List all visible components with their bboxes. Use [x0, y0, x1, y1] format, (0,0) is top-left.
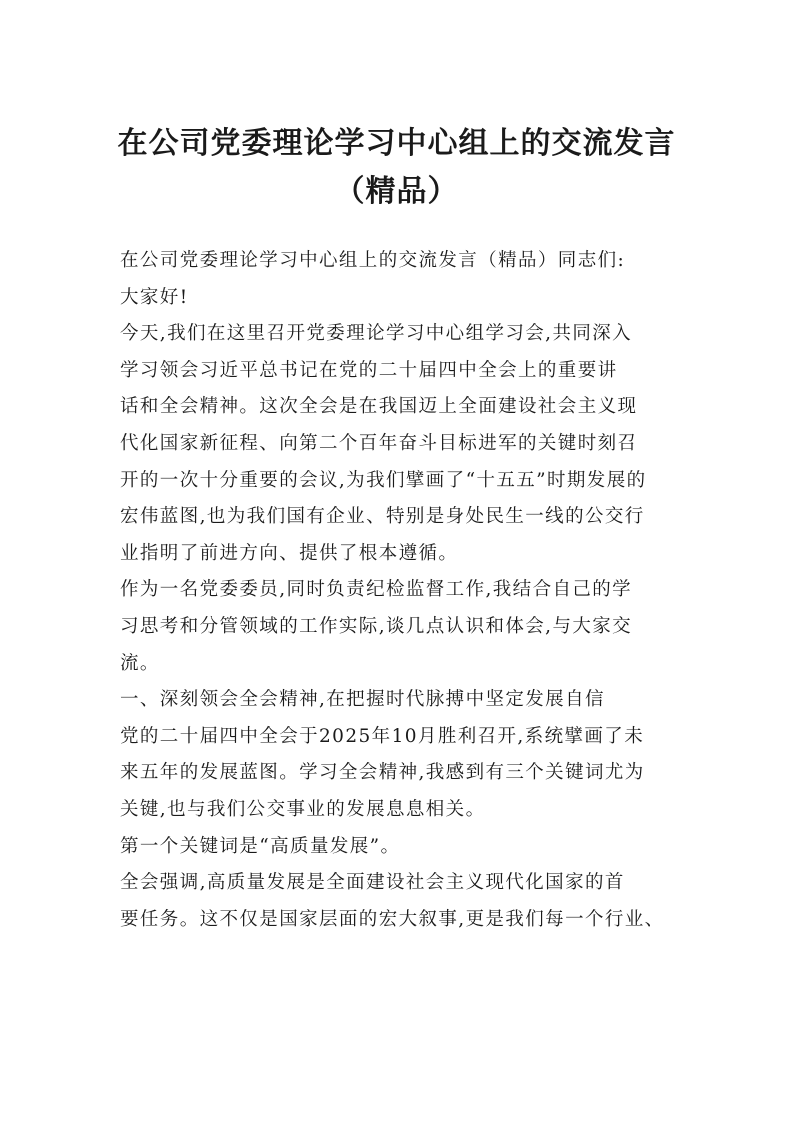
body-line: 习思考和分管领域的工作实际,谈几点认识和体会,与大家交: [120, 615, 633, 637]
body-line: 今天,我们在这里召开党委理论学习中心组学习会,共同深入: [120, 323, 633, 345]
body-line: 要任务。这不仅是国家层面的宏大叙事,更是我们每一个行业、: [120, 908, 665, 930]
body-line: 宏伟蓝图,也为我们国有企业、特别是身处民生一线的公交行: [120, 506, 645, 528]
body-line: 关键,也与我们公交事业的发展息息相关。: [120, 798, 486, 820]
body-line: 代化国家新征程、向第二个百年奋斗目标进军的关键时刻召: [120, 432, 638, 454]
body-line: 在公司党委理论学习中心组上的交流发言（精品）同志们:: [120, 250, 626, 271]
document-body: [120, 243, 700, 938]
body-line: 党的二十届四中全会于2025年10月胜利召开,系统擘画了未: [120, 725, 645, 747]
section-heading: 一、深刻领会全会精神,在把握时代脉搏中坚定发展自信: [120, 689, 605, 711]
body-line: 全会强调,高质量发展是全面建设社会主义现代化国家的首: [120, 872, 625, 894]
body-line: 话和全会精神。这次全会是在我国迈上全面建设社会主义现: [120, 396, 638, 418]
body-line: 业指明了前进方向、提供了根本遵循。: [120, 542, 459, 564]
document-title-line-1: 在公司党委理论学习中心组上的交流发言: [117, 126, 676, 161]
body-line: 开的一次十分重要的会议,为我们擘画了“十五五”时期发展的: [120, 469, 647, 491]
document-title-line-2: （精品）: [334, 174, 459, 209]
body-line: 第一个关键词是“高质量发展”。: [120, 835, 401, 857]
body-line: 学习领会习近平总书记在党的二十届四中全会上的重要讲: [120, 359, 618, 381]
body-line: 大家好!: [120, 286, 189, 308]
body-line: 流。: [120, 652, 160, 674]
body-line: 作为一名党委委员,同时负责纪检监督工作,我结合自己的学: [120, 579, 633, 601]
body-line: 来五年的发展蓝图。学习全会精神,我感到有三个关键词尤为: [120, 762, 645, 784]
